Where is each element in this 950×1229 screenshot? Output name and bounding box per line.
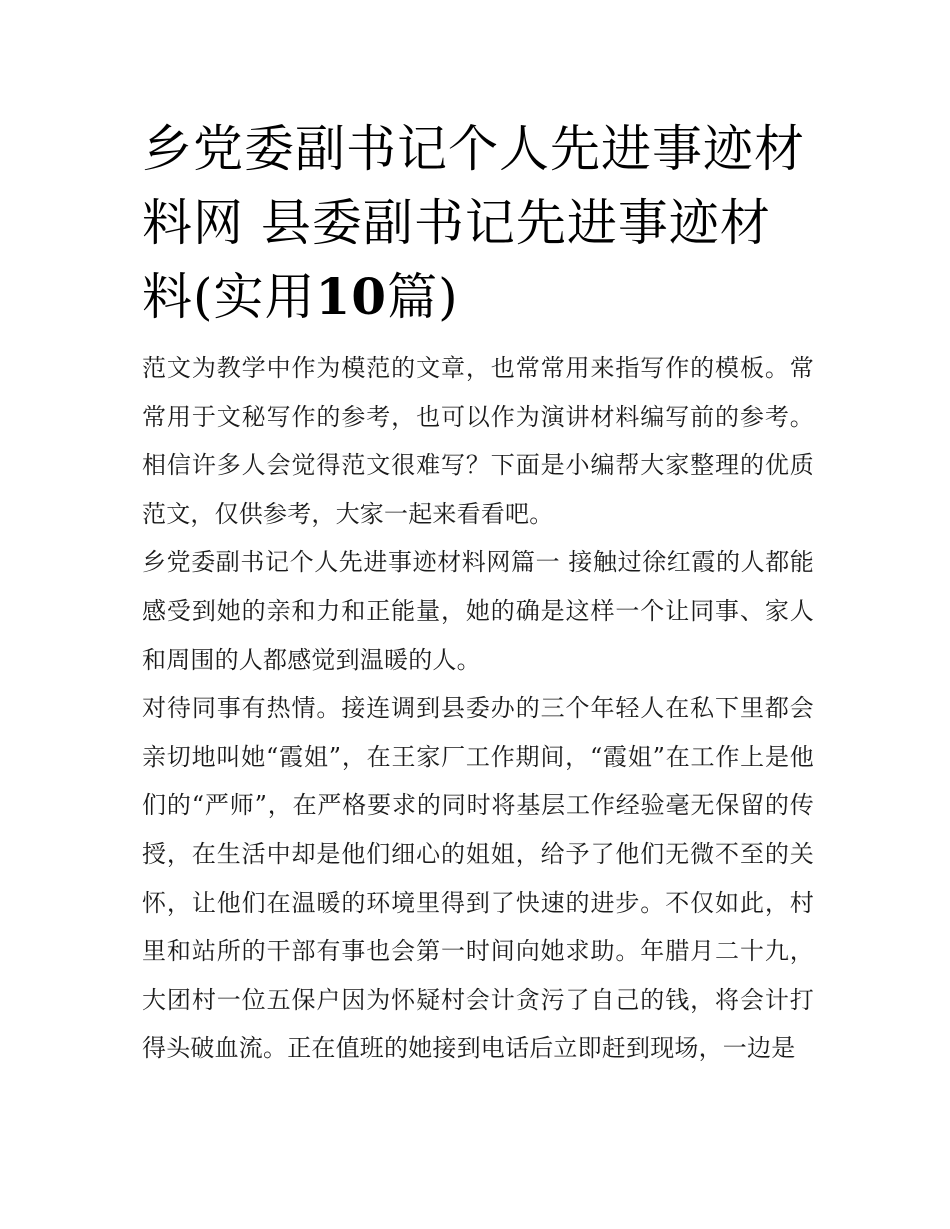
title-number: 10: [315, 267, 388, 326]
title-text: 乡党委副书记个人先进事迹材料网 县委副书记先进事迹材料(实用: [142, 120, 805, 326]
paragraph-colleagues: 对待同事有热情。接连调到县委办的三个年轻人在私下里都会亲切地叫她“霞姐”，在王家厂工作期间，“霞姐”在工作上是他们的“严师”，在严格要求的同时将基层工作经验毫无保留的传授，在生活中却是他们细心的姐姐，给予了他们无微不至的关怀，让他们在温暖的环境里得到了快速的进步。不仅如此，村里和站所的干部有事也会第一时间向她求助。年腊月二十九，大团村一位五保户因为怀疑村会计贪污了自己的钱，将会计打得头破血流。正在值班的她接到电话后立即赶到现场，一边是: [142, 694, 814, 1063]
paragraph-article-one: 乡党委副书记个人先进事迹材料网篇一 接触过徐红霞的人都能感受到她的亲和力和正能量，她的确是这样一个让同事、家人和周围的人都感觉到温暖的人。: [142, 548, 814, 674]
paragraph-intro: 范文为教学中作为模范的文章，也常常用来指写作的模板。常常用于文秘写作的参考，也可以作为演讲材料编写前的参考。相信许多人会觉得范文很难写？下面是小编帮大家整理的优质范文，仅供参考，大家一起来看看吧。: [142, 354, 814, 528]
document-title: [142, 112, 814, 334]
title-suffix: 篇): [387, 268, 459, 326]
document-content: [142, 112, 814, 1073]
